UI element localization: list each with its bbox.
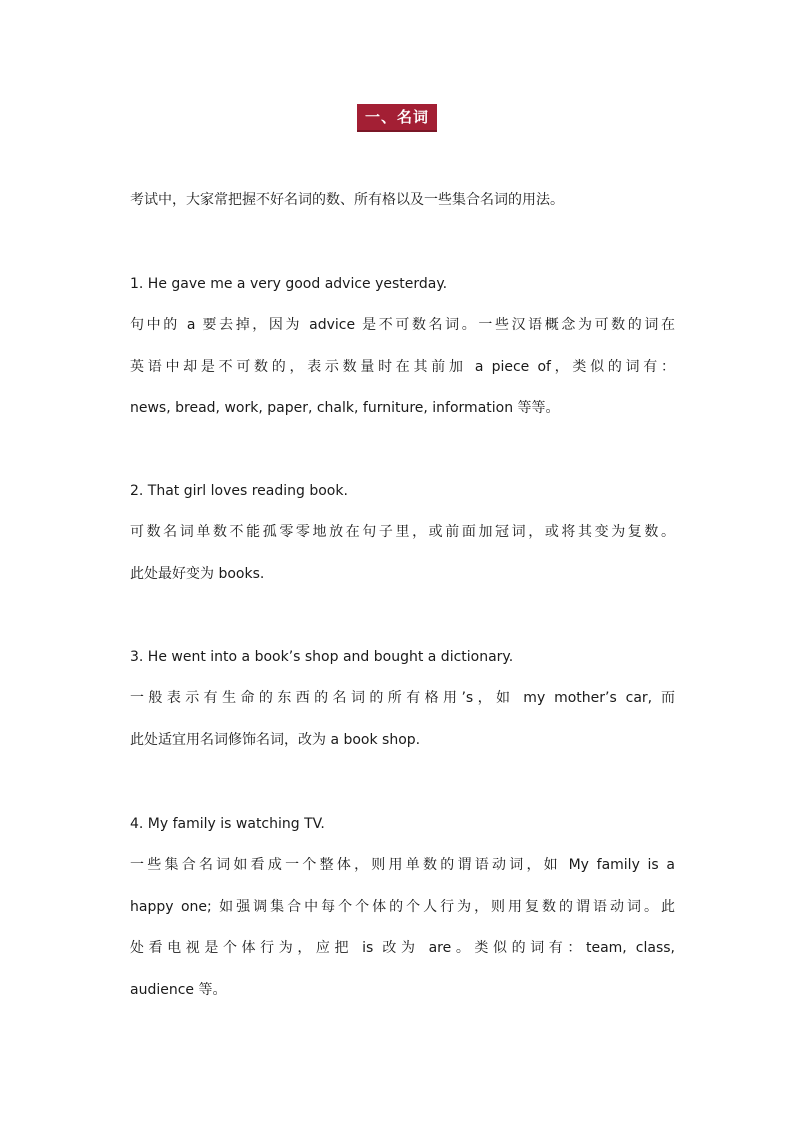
item-1-question <box>130 264 675 306</box>
intro-line: 考试中，大家常把握不好名词的数、所有格以及一些集合名词的用法。 <box>130 192 564 208</box>
item-4-question-text: 4. My family is watching TV. <box>130 816 325 832</box>
item-1-explanation-line: 句中的 a 要去掉，因为 advice 是不可数名词。一些汉语概念为可数的词在 <box>130 317 675 333</box>
item-3-question <box>130 637 675 679</box>
section-heading: 一、名词 <box>357 104 437 132</box>
item-1-question-text: 1. He gave me a very good advice yesterday. <box>130 276 448 292</box>
item-4-explanation-line: 处看电视是个体行为，应把 is 改为 are。类似的词有：team, class, <box>130 940 675 956</box>
intro-paragraph <box>130 180 675 222</box>
item-3-explanation-line: 此处适宜用名词修饰名词，改为 a book shop. <box>130 731 421 748</box>
item-3-question-text: 3. He went into a book’s shop and bought a dictionary. <box>130 649 514 665</box>
item-4-explanation-line: happy one; 如强调集合中每个个体的个人行为，则用复数的谓语动词。此 <box>130 898 675 915</box>
item-1-explanation-line: news, bread, work, paper, chalk, furniture, information 等等。 <box>130 400 560 416</box>
item-4-explanation-line: 一些集合名词如看成一个整体，则用单数的谓语动词，如 My family is a <box>130 857 675 873</box>
item-4-question <box>130 804 675 846</box>
section-heading-wrap <box>0 104 794 132</box>
item-2-question-text: 2. That girl loves reading book. <box>130 483 348 499</box>
item-2-explanation-line: 可数名词单数不能孤零零地放在句子里，或前面加冠词，或将其变为复数。 <box>130 524 675 540</box>
item-2-question <box>130 471 675 513</box>
item-3-explanation <box>130 678 675 761</box>
item-1-explanation-line: 英语中却是不可数的，表示数量时在其前加 a piece of，类似的词有： <box>130 358 675 375</box>
item-2-explanation-line: 此处最好变为 books. <box>130 565 265 582</box>
item-4-explanation <box>130 845 675 1011</box>
item-4-explanation-line: audience 等。 <box>130 981 227 998</box>
item-3-explanation-line: 一般表示有生命的东西的名词的所有格用’s，如 my mother’s car, 而 <box>130 690 675 706</box>
item-2-explanation <box>130 512 675 595</box>
item-1-explanation <box>130 305 675 430</box>
